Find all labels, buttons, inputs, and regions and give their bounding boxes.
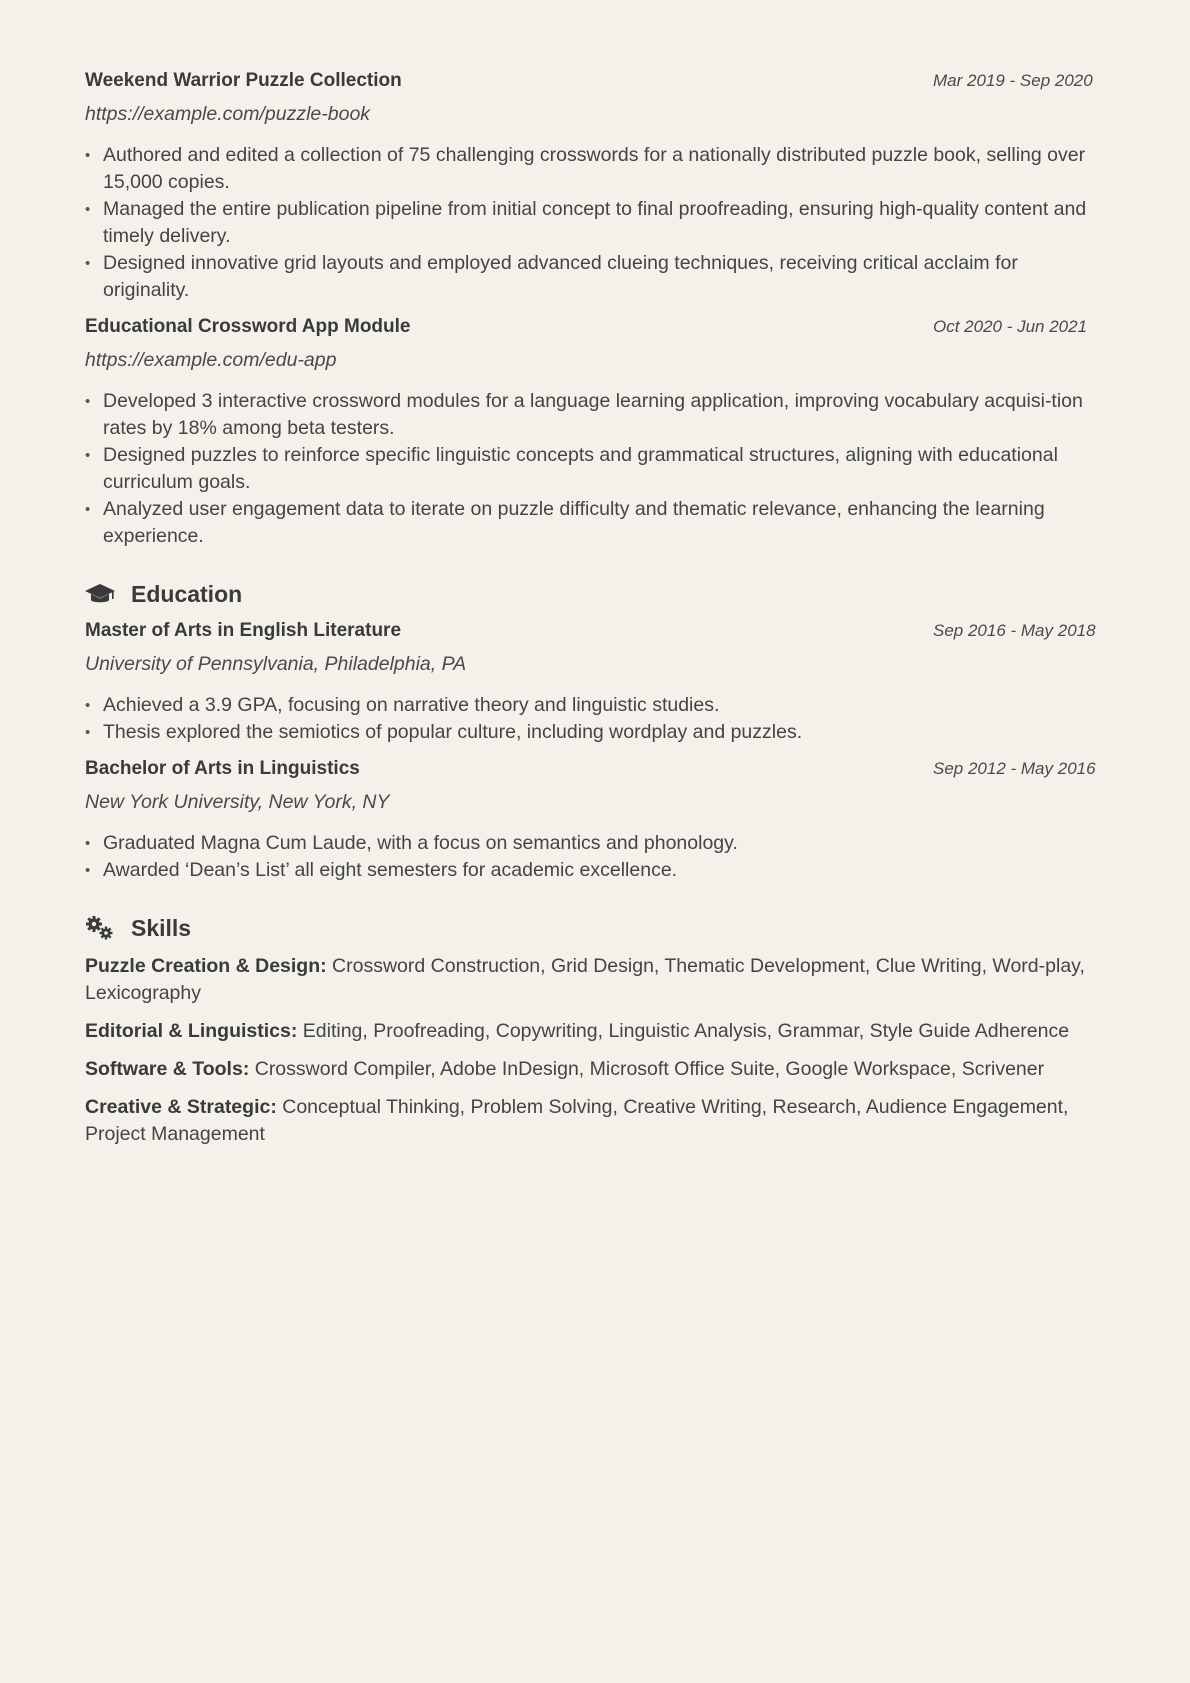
education-heading: Education xyxy=(131,580,243,607)
project-bullets xyxy=(85,142,1105,304)
education-date: Sep 2012 - May 2016 xyxy=(933,759,1096,778)
education-header xyxy=(85,620,1105,642)
education-entry xyxy=(85,758,1105,884)
bullet-item: • Authored and edited a collection of 75 challenging crosswords for a nationally distributed puzzle book, selling over 15,000 copies. xyxy=(103,142,1105,196)
skill-row xyxy=(85,1094,1105,1148)
bullet-item: • Managed the entire publication pipeline from initial concept to final proofreading, ensuring high-quality content and timely delivery. xyxy=(103,196,1105,250)
skill-row xyxy=(85,1018,1105,1045)
bullet-item: • Designed innovative grid layouts and employed advanced clueing techniques, receiving critical acclaim for originality. xyxy=(103,250,1105,304)
education-bullets xyxy=(85,692,1105,746)
skill-row xyxy=(85,1056,1105,1083)
project-title: Weekend Warrior Puzzle Collection xyxy=(85,70,402,91)
project-date: Mar 2019 - Sep 2020 xyxy=(933,71,1093,90)
education-section-header xyxy=(85,580,1105,608)
institution: University of Pennsylvania, Philadelphia, PA xyxy=(85,653,467,675)
skill-value: Crossword Compiler, Adobe InDesign, Microsoft Office Suite, Google Workspace, Scrivener xyxy=(254,1058,1045,1080)
bullet-item: • Awarded ‘Dean’s List’ all eight semesters for academic excellence. xyxy=(103,857,1105,884)
bullet-item: • Achieved a 3.9 GPA, focusing on narrative theory and linguistic studies. xyxy=(103,692,1105,719)
bullet-item: • Thesis explored the semiotics of popular culture, including wordplay and puzzles. xyxy=(103,719,1105,746)
skill-value: Crossword Construction, Grid Design, Thematic Development, Clue Writing, Word-play, Lexicography xyxy=(85,955,1085,1004)
degree-title: Master of Arts in English Literature xyxy=(85,620,402,641)
project-header xyxy=(85,70,1105,92)
bullet-item: • Analyzed user engagement data to iterate on puzzle difficulty and thematic relevance, enhancing the learning experience. xyxy=(103,496,1105,550)
bullet-item: • Graduated Magna Cum Laude, with a focus on semantics and phonology. xyxy=(103,830,1105,857)
skill-row xyxy=(85,953,1105,1007)
education-bullets xyxy=(85,830,1105,884)
institution: New York University, New York, NY xyxy=(85,791,390,813)
skill-label: Creative & Strategic: xyxy=(85,1096,277,1118)
skills-heading: Skills xyxy=(131,914,192,941)
skill-label: Software & Tools: xyxy=(85,1058,250,1080)
graduation-cap-icon xyxy=(85,580,117,608)
skills-section-header xyxy=(85,914,1105,942)
education-date: Sep 2016 - May 2018 xyxy=(933,621,1096,640)
skill-label: Puzzle Creation & Design: xyxy=(85,955,327,977)
bullet-item: • Designed puzzles to reinforce specific linguistic concepts and grammatical structures, aligning with educational curriculum goals. xyxy=(103,442,1105,496)
education-header xyxy=(85,758,1105,780)
gears-icon xyxy=(85,914,117,942)
skill-label: Editorial & Linguistics: xyxy=(85,1020,298,1042)
education-entry xyxy=(85,620,1105,746)
project-entry xyxy=(85,70,1105,304)
project-title: Educational Crossword App Module xyxy=(85,316,411,337)
project-bullets xyxy=(85,388,1105,550)
skill-value: Editing, Proofreading, Copywriting, Linguistic Analysis, Grammar, Style Guide Adherence xyxy=(302,1020,1070,1042)
skill-value: Conceptual Thinking, Problem Solving, Creative Writing, Research, Audience Engagement, Project Management xyxy=(85,1096,1069,1145)
project-link[interactable]: https://example.com/edu-app xyxy=(85,349,337,371)
bullet-item: • Developed 3 interactive crossword modules for a language learning application, improving vocabulary acquisi-tion rates by 18% among beta testers. xyxy=(103,388,1105,442)
project-entry xyxy=(85,316,1105,550)
project-link[interactable]: https://example.com/puzzle-book xyxy=(85,103,371,125)
project-date: Oct 2020 - Jun 2021 xyxy=(933,317,1088,336)
project-header xyxy=(85,316,1105,338)
degree-title: Bachelor of Arts in Linguistics xyxy=(85,758,360,779)
